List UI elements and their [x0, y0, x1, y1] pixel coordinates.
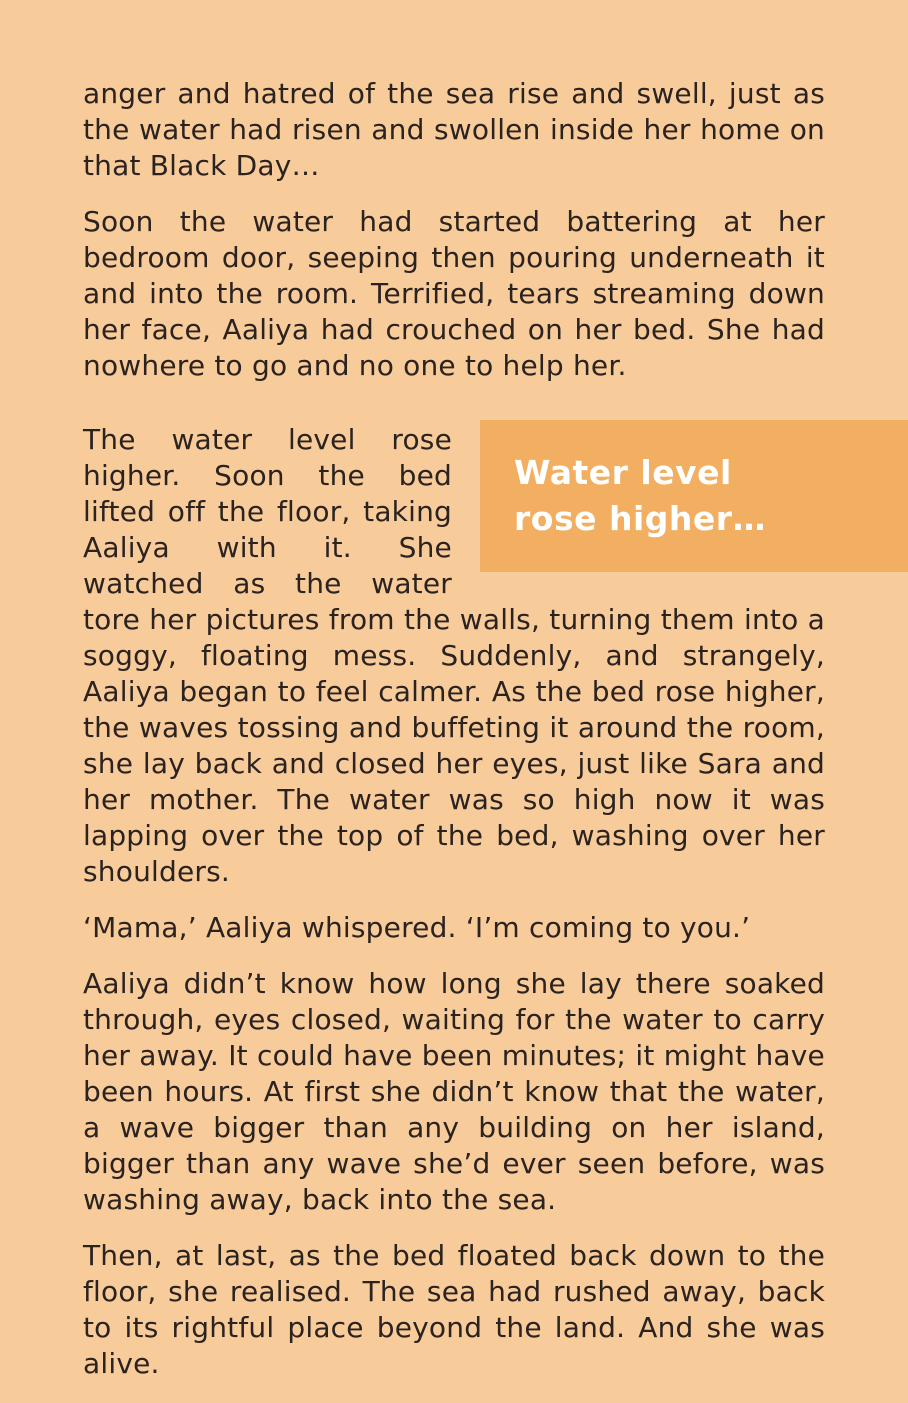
pull-quote — [480, 420, 908, 572]
story-paragraph-2: Soon the water had started battering at her bedroom door, seeping then pouring underneath it and into the room. Terrified, tears streaming down her face, Aaliya had crouched on her bed. She had nowhere to go and no one to help her. — [83, 205, 825, 382]
story-paragraph-6: Then, at last, as the bed floated back down to the floor, she realised. The sea had rushed away, back to its rightful place beyond the land. And she was alive. — [83, 1239, 825, 1380]
story-paragraph-5: Aaliya didn’t know how long she lay there soaked through, eyes closed, waiting for the water to carry her away. It could have been minutes; it might have been hours. At first she didn’t know that the water, a wave bigger than any building on her island, bigger than any wave she’d ever seen before, was washing away, back into the sea. — [83, 967, 825, 1216]
pull-quote-line-2: rose higher… — [514, 499, 767, 538]
story-paragraph-1: anger and hatred of the sea rise and swell, just as the water had risen and swollen inside her home on that Black Day… — [83, 77, 825, 182]
story-paragraph-4: ‘Mama,’ Aaliya whispered. ‘I’m coming to you.’ — [83, 911, 751, 944]
story-paragraph-3: The water level rose higher. Soon the bed lifted off the floor, taking Aaliya with it. She watched as the water tore her pictures from the walls, turning them into a soggy, floating mess. Suddenly, and strangely, Aaliya began to feel calmer. As the bed rose higher, the waves tossing and buffeting it around the room, she lay back and closed her eyes, just like Sara and her mother. The water was so high now it was lapping over the top of the bed, washing over her shoulders. — [83, 423, 825, 888]
pull-quote-line-1: Water level — [514, 453, 732, 492]
